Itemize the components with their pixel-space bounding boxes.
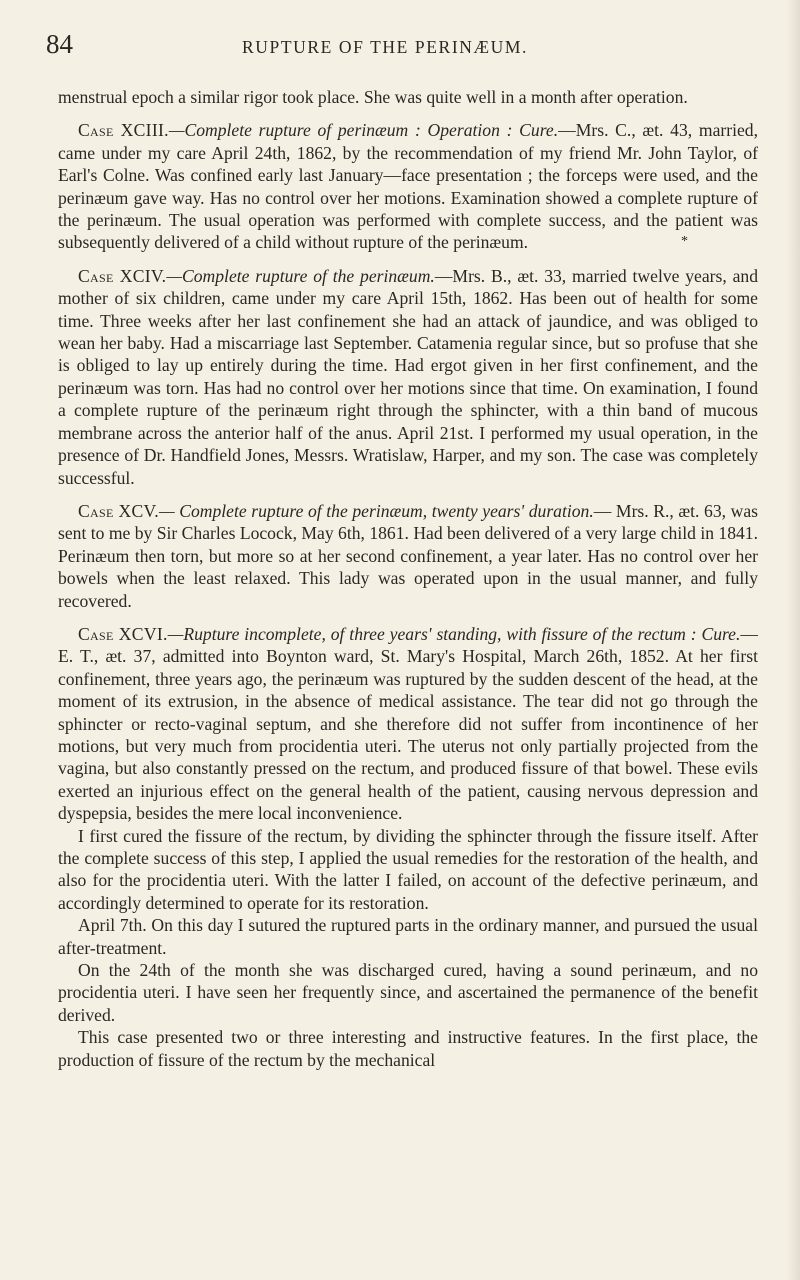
case-body: —Mrs. B., æt. 33, married twelve years, and mother of six children, came under my care April 15th, 1862. Has been out of health for some time. Three weeks after her last confinement she had an attack of jaundice, and was obliged to wean her baby. Had a miscarriage last September. Catamenia regular since, but so profuse that she is obliged to lay up entirely during the time. Had ergot given in her first confinement, and the perinæum was torn. Has had no control over her motions since that time. On examination, I found a complete rupture of the perinæum right through the sphincter, with a thin band of mucous membrane across the anterior half of the anus. April 21st. I performed my usual operation, in the presence of Dr. Handfield Jones, Messrs. Wratislaw, Harper, and my son. The case was completely successful.	[58, 265, 758, 488]
case-xciv-paragraph	[58, 265, 758, 489]
case-xciii-paragraph	[58, 119, 758, 253]
case-label: Case XCV.	[78, 500, 159, 521]
case-label: Case XCVI.	[78, 623, 168, 644]
case-title: —Complete rupture of the perinæum.	[166, 265, 435, 286]
case-body: —Mrs. C., æt. 43, married, came under my care April 24th, 1862, by the recommendation of my friend Mr. John Taylor, of Earl's Colne. Was confined early last January—face presentation ; the forceps were used, and the perinæum gave way. Has no control over her motions. Examination showed a complete rupture of the perinæum. The usual operation was performed with complete success, and the patient was subsequently delivered of a child without rupture of the perinæum.	[58, 120, 758, 253]
paragraph-first-cured: I first cured the fissure of the rectum, by dividing the sphincter through the fissure itself. After the complete success of this step, I applied the usual remedies for the restoration of the health, and also for the procidentia uteri. With the latter I failed, on account of the defective perinæum, and accordingly determined to operate for its restoration.	[58, 825, 758, 913]
case-label: Case XCIV.	[78, 265, 167, 286]
paragraph-24th: On the 24th of the month she was discharged cured, having a sound perinæum, and no procidentia uteri. I have seen her frequently since, and ascertained the permanence of the benefit derived.	[58, 960, 758, 1025]
case-title: —Rupture incomplete, of three years' standing, with fissure of the rectum : Cure.	[167, 623, 741, 644]
page-number: 84	[46, 29, 73, 59]
page-edge-shadow	[786, 0, 800, 1280]
case-body: —E. T., æt. 37, admitted into Boynton ward, St. Mary's Hospital, March 26th, 1852. At her first confinement, three years ago, the perinæum was ruptured by the sudden descent of the head, at the moment of its extrusion, in the absence of medical assistance. The tear did not go through the sphincter or recto-vaginal septum, and she therefore did not suffer from incontinence of her motions, but very much from procidentia uteri. The uterus not only partially projected from the vagina, but also constantly pressed on the rectum, and produced fissure of that bowel. These evils exerted an injurious effect on the general health of the patient, causing nervous depression and dyspepsia, besides the mere local inconvenience.	[58, 623, 758, 824]
body-text	[58, 86, 758, 1071]
paragraph-continuation: menstrual epoch a similar rigor took place. She was quite well in a month after operation.	[58, 87, 688, 107]
case-xcvi-paragraph	[58, 623, 758, 825]
case-label: Case XCIII.	[78, 120, 169, 141]
case-body: — Mrs. R., æt. 63, was sent to me by Sir Charles Locock, May 6th, 1861. Had been delivered of a very large child in 1841. Perinæum then torn, but more so at her second confinement, a year later. Has no control over her bowels when the least relaxed. This lady was operated upon in the usual manner, and fully recovered.	[58, 500, 758, 611]
page-header	[46, 30, 760, 60]
case-title: —Complete rupture of perinæum : Operation : Cure.	[168, 120, 559, 141]
running-head: RUPTURE OF THE PERINÆUM.	[242, 37, 529, 57]
paragraph-april-7th: April 7th. On this day I sutured the ruptured parts in the ordinary manner, and pursued the usual after-treatment.	[58, 915, 758, 958]
case-xcv-paragraph	[58, 500, 758, 612]
case-title: — Complete rupture of the perinæum, twenty years' duration.	[158, 500, 594, 521]
footnote-asterisk: *	[681, 234, 688, 250]
paragraph-this-case: This case presented two or three interesting and instructive features. In the first place, the production of fissure of the rectum by the mechanical	[58, 1027, 758, 1070]
